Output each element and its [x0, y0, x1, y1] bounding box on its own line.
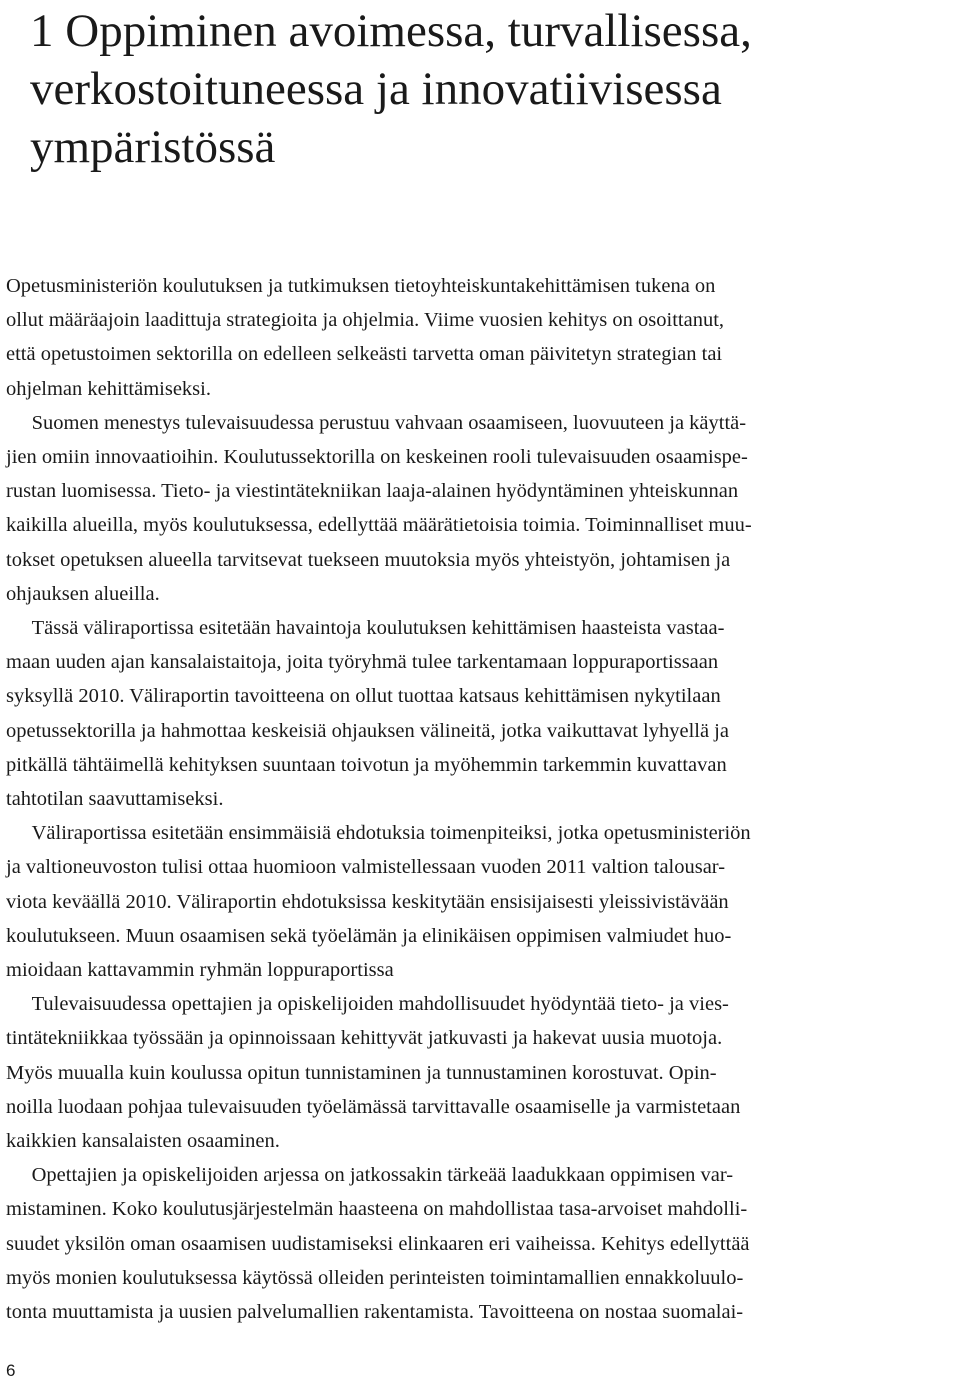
page-number: 6 — [6, 1361, 16, 1380]
text-line: koulutukseen. Muun osaamisen sekä työelämän ja elinikäisen oppimisen valmiudet huo- — [6, 924, 732, 947]
text-line: tonta muuttamista ja uusien palvelumallien rakentamista. Tavoitteena on nostaa suomalai- — [6, 1301, 744, 1324]
text-line: ohjauksen alueilla. — [6, 582, 160, 605]
text-line: Väliraportissa esitetään ensimmäisiä ehdotuksia toimenpiteiksi, jotka opetusministeriön — [6, 822, 751, 845]
text-line: mistaminen. Koko koulutusjärjestelmän haasteena on mahdollistaa tasa-arvoiset mahdolli- — [6, 1198, 748, 1221]
text-line: Opettajien ja opiskelijoiden arjessa on jatkossakin tärkeää laadukkaan oppimisen var- — [6, 1164, 734, 1187]
body-text — [6, 269, 956, 1329]
heading-line: ympäristössä — [30, 121, 276, 173]
text-line: Opetusministeriön koulutuksen ja tutkimuksen tietoyhteiskuntakehittämisen tukena on — [6, 275, 716, 297]
text-line: syksyllä 2010. Väliraportin tavoitteena on ollut tuottaa katsaus kehittämisen nykytilaan — [6, 685, 721, 708]
text-line: pitkällä tähtäimellä kehityksen suuntaan toivotun ja myöhemmin tarkemmin kuvattavan — [6, 753, 727, 776]
text-line: tokset opetuksen alueella tarvitsevat tuekseen muutoksia myös yhteistyön, johtamisen ja — [6, 548, 731, 571]
text-line: viota keväällä 2010. Väliraportin ehdotuksissa keskitytään ensisijaisesti yleissivistävään — [6, 890, 729, 913]
text-line: kaikilla alueilla, myös koulutuksessa, edellyttää määrätietoisia toimia. Toiminnalliset muu- — [6, 514, 752, 537]
text-line: rustan luomisessa. Tieto- ja viestintätekniikan laaja-alainen hyödyntäminen yhteiskunnan — [6, 480, 739, 503]
text-line: Myös muualla kuin koulussa opitun tunnistaminen ja tunnustaminen korostuvat. Opin- — [6, 1061, 717, 1084]
text-line: opetussektorilla ja hahmottaa keskeisiä ohjauksen välineitä, jotka vaikuttavat lyhyellä ja — [6, 719, 729, 742]
text-line: mioidaan kattavammin ryhmän loppuraportissa — [6, 959, 394, 982]
chapter-heading — [30, 2, 950, 176]
text-line: suudet yksilön oman osaamisen uudistamiseksi elinkaaren eri vaiheissa. Kehitys edellyttää — [6, 1232, 750, 1255]
text-line: että opetustoimen sektorilla on edelleen selkeästi tarvetta oman päivitetyn strategian tai — [6, 343, 723, 366]
text-line: tahtotilan saavuttamiseksi. — [6, 788, 224, 811]
text-line: Tulevaisuudessa opettajien ja opiskelijoiden mahdollisuudet hyödyntää tieto- ja vies- — [6, 993, 729, 1016]
heading-line: verkostoituneessa ja innovatiivisessa — [30, 63, 722, 115]
text-line: maan uuden ajan kansalaistaitoja, joita työryhmä tulee tarkentamaan loppuraportissaan — [6, 651, 719, 674]
text-line: Tässä väliraportissa esitetään havaintoja koulutuksen kehittämisen haasteista vastaa- — [6, 617, 725, 640]
text-line: myös monien koulutuksessa käytössä olleiden perinteisten toimintamallien ennakkoluulo- — [6, 1266, 744, 1289]
text-line: kaikkien kansalaisten osaaminen. — [6, 1130, 280, 1153]
heading-line: 1 Oppiminen avoimessa, turvallisessa, — [30, 5, 752, 57]
text-line: jien omiin innovaatioihin. Koulutussektorilla on keskeinen rooli tulevaisuuden osaamispe- — [6, 446, 748, 469]
text-line: ohjelman kehittämiseksi. — [6, 377, 211, 400]
text-line: tintätekniikkaa työssään ja opinnoissaan kehittyvät jatkuvasti ja hakevat uusia muotoja. — [6, 1027, 723, 1050]
text-line: ja valtioneuvoston tulisi ottaa huomioon valmistellessaan vuoden 2011 valtion talousar- — [6, 856, 726, 879]
text-line: Suomen menestys tulevaisuudessa perustuu vahvaan osaamiseen, luovuuteen ja käyttä- — [6, 411, 747, 434]
text-line: noilla luodaan pohjaa tulevaisuuden työelämässä tarvittavalle osaamiselle ja varmistetaan — [6, 1095, 741, 1118]
text-line: ollut määräajoin laadittuja strategioita ja ohjelmia. Viime vuosien kehitys on osoittanut, — [6, 309, 725, 332]
